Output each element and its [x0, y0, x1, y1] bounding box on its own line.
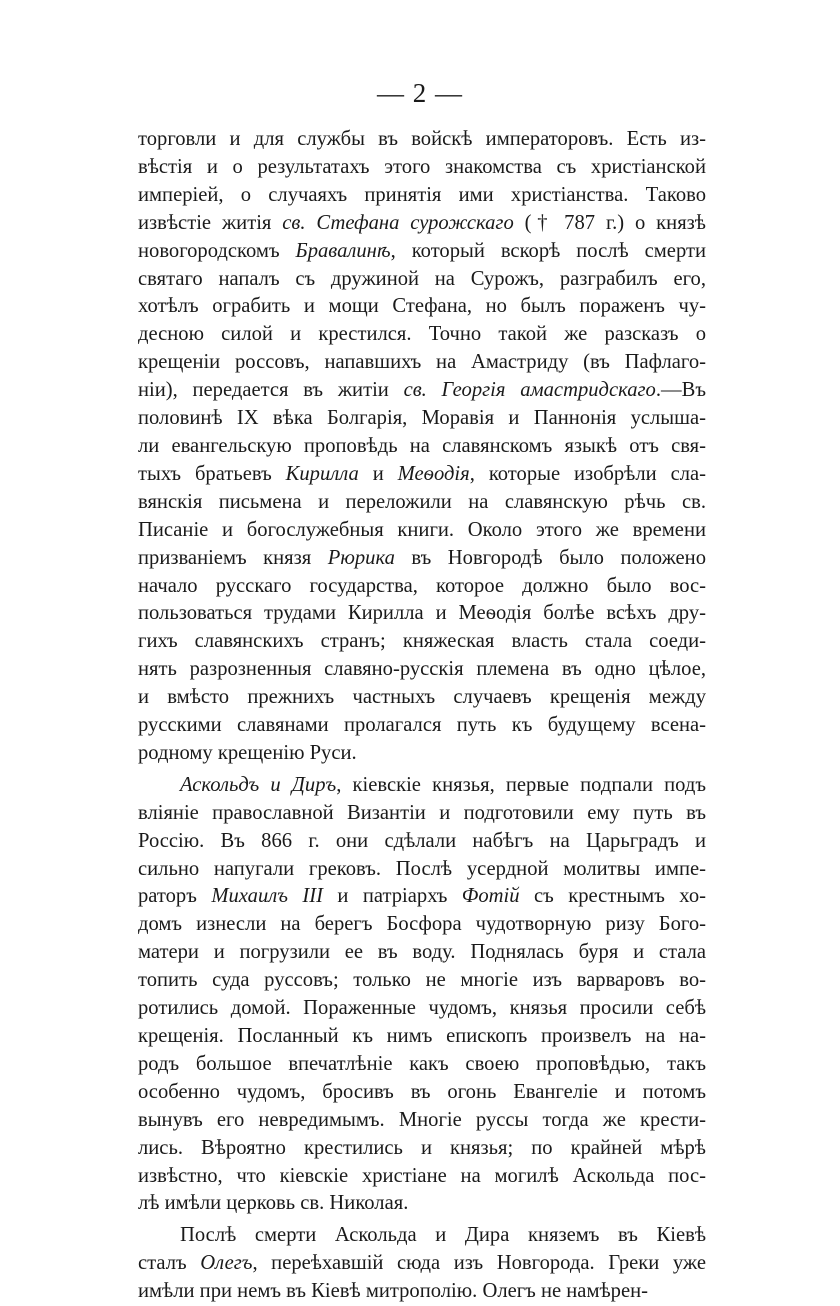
text-line [138, 517, 706, 545]
text-run: .—Въ [655, 379, 706, 402]
text-run: Послѣ смерти Аскольда и Дира княземъ въ Кіевѣ [180, 1224, 706, 1247]
italic-name: Бравалинѣ [295, 239, 391, 262]
text-line [138, 1107, 706, 1135]
text-run: ли евангельскую проповѣдь на славянскомъ языкѣ отъ свя- [138, 434, 706, 457]
text-run: извѣстно, что кіевскіе христіане на могилѣ Аскольда пос- [138, 1164, 706, 1187]
text-run: извѣстіе житія [138, 211, 283, 234]
text-line [138, 210, 706, 238]
text-line [138, 939, 706, 967]
text-line [138, 154, 706, 182]
text-line [138, 1190, 706, 1218]
text-run: сильно напугали грековъ. Послѣ усердной молитвы импе- [138, 857, 706, 880]
text-line [138, 628, 706, 656]
text-line [138, 883, 706, 911]
paragraph [138, 1222, 706, 1306]
text-run: тыхъ братьевъ [138, 462, 286, 485]
text-line [138, 684, 706, 712]
italic-name: Рюрика [327, 546, 395, 569]
italic-name: Меѳодія [397, 462, 470, 485]
text-line [138, 1079, 706, 1107]
text-line [138, 800, 706, 828]
text-run: особенно чудомъ, бросивъ въ огонь Евангеліе и потомъ [138, 1080, 706, 1103]
text-run: , кіевскіе князья, первые подпали подъ [336, 773, 706, 796]
text-run: , которые изобрѣли сла- [469, 462, 706, 485]
text-run: лѣ имѣли церковь св. Николая. [138, 1192, 409, 1215]
text-run: вѣстія и о результатахъ этого знакомства съ христіанской [138, 155, 706, 178]
text-run: Писаніе и богослужебныя книги. Около этого же времени [138, 518, 706, 541]
text-line [138, 712, 706, 740]
italic-name: Фотій [461, 885, 520, 908]
italic-name: св. Стефана сурожскаго [282, 211, 514, 234]
text-run: и патріархъ [322, 885, 462, 908]
text-run: имперіей, о случаяхъ принятія ими христіанства. Таково [138, 183, 706, 206]
text-line [138, 828, 706, 856]
text-line [138, 1163, 706, 1191]
text-line [138, 967, 706, 995]
text-run: крещеніи россовъ, напавшихъ на Амастриду (въ Пафлаго- [138, 351, 706, 374]
text-run: имѣли при немъ въ Кіевѣ митрополію. Олегъ не намѣрен- [138, 1280, 648, 1303]
text-run: новогородскомъ [138, 239, 296, 262]
text-run: ротились домой. Пораженные чудомъ, князья просили себѣ [138, 997, 706, 1020]
text-run: половинѣ IX вѣка Болгарія, Моравія и Паннонія услыша- [138, 407, 706, 430]
text-line [138, 911, 706, 939]
italic-name: Кирилла [285, 462, 359, 485]
text-line [138, 321, 706, 349]
text-run: и вмѣсто прежнихъ частныхъ случаевъ крещенія между [138, 686, 706, 709]
text-run: вянскія письмена и переложили на славянскую рѣчь св. [138, 490, 706, 513]
text-run: начало русскаго государства, которое должно было вос- [138, 574, 706, 597]
text-run: десною силой и крестился. Точно такой же разсказъ о [138, 323, 706, 346]
text-run: родъ большое впечатлѣніе какъ своею проповѣдью, такъ [138, 1052, 706, 1075]
text-line [138, 349, 706, 377]
text-line [138, 182, 706, 210]
text-line [138, 1023, 706, 1051]
italic-name: св. Георгія амастридскаго [403, 379, 656, 402]
text-run: лись. Вѣроятно крестились и князья; по крайней мѣрѣ [138, 1136, 706, 1159]
page-number: — 2 — [377, 78, 463, 108]
text-run: призваніемъ князя [138, 546, 328, 569]
text-line [138, 772, 706, 800]
text-line [138, 1250, 706, 1278]
text-line [138, 238, 706, 266]
text-line [138, 126, 706, 154]
italic-name: Аскольдъ и Диръ [180, 773, 337, 796]
text-run: вліяніе православной Византіи и подготовили ему путь въ [138, 801, 706, 824]
text-run: вынувъ его невредимымъ. Многіе руссы тогда же крести- [138, 1108, 706, 1131]
paragraph [138, 772, 706, 1219]
text-line [138, 1222, 706, 1250]
text-run: крещенія. Посланный къ нимъ епископъ произвелъ на на- [138, 1025, 706, 1047]
text-run: († 787 г.) о князѣ [513, 211, 706, 234]
body-text [138, 126, 706, 1306]
text-run: сталъ [138, 1252, 201, 1275]
text-line [138, 740, 706, 768]
text-line [138, 405, 706, 433]
text-line [138, 573, 706, 601]
text-run: торговли и для службы въ войскѣ императоровъ. Есть из- [138, 128, 706, 150]
text-run: нять разрозненныя славяно-русскія племена въ одно цѣлое, [138, 658, 706, 681]
text-run: раторъ [138, 885, 212, 908]
text-line [138, 995, 706, 1023]
text-line [138, 461, 706, 489]
text-run: домъ изнесли на берегъ Босфора чудотворную ризу Бого- [138, 913, 706, 936]
italic-name: Михаилъ III [211, 885, 323, 908]
text-run: съ крестнымъ хо- [519, 885, 706, 908]
text-run: Россію. Въ 866 г. они сдѣлали набѣгъ на Царьградъ и [138, 829, 706, 852]
text-line [138, 293, 706, 321]
text-run: родному крещенію Руси. [138, 741, 357, 764]
text-line [138, 1278, 706, 1306]
text-run: , переѣхавшій сюда изъ Новгорода. Греки уже [252, 1252, 706, 1275]
text-run: гихъ славянскихъ странъ; княжеская власть стала соеди- [138, 630, 706, 653]
text-line [138, 1135, 706, 1163]
text-run: въ Новгородѣ было положено [394, 546, 706, 569]
text-line [138, 433, 706, 461]
text-run: топить суда руссовъ; только не многіе изъ варваровъ во- [138, 969, 706, 992]
text-run: , который вскорѣ послѣ смерти [390, 239, 706, 262]
text-line [138, 656, 706, 684]
text-line [138, 266, 706, 294]
text-line [138, 489, 706, 517]
text-run: хотѣлъ ограбить и мощи Стефана, но былъ пораженъ чу- [138, 295, 706, 318]
text-line [138, 856, 706, 884]
italic-name: Олегъ [200, 1252, 253, 1275]
text-run: ніи), передается въ житіи [138, 379, 404, 402]
text-line [138, 377, 706, 405]
text-line [138, 545, 706, 573]
paragraph [138, 126, 706, 768]
text-run: святаго напалъ съ дружиной на Сурожъ, разграбилъ его, [138, 267, 706, 290]
text-run: матери и погрузили ее въ воду. Поднялась буря и стала [138, 941, 706, 964]
text-line [138, 600, 706, 628]
text-run: и [358, 462, 398, 485]
text-line [138, 1051, 706, 1079]
text-run: пользоваться трудами Кирилла и Меѳодія болѣе всѣхъ дру- [138, 602, 706, 625]
text-run: русскими славянами пролагался путь къ будущему всена- [138, 714, 706, 737]
